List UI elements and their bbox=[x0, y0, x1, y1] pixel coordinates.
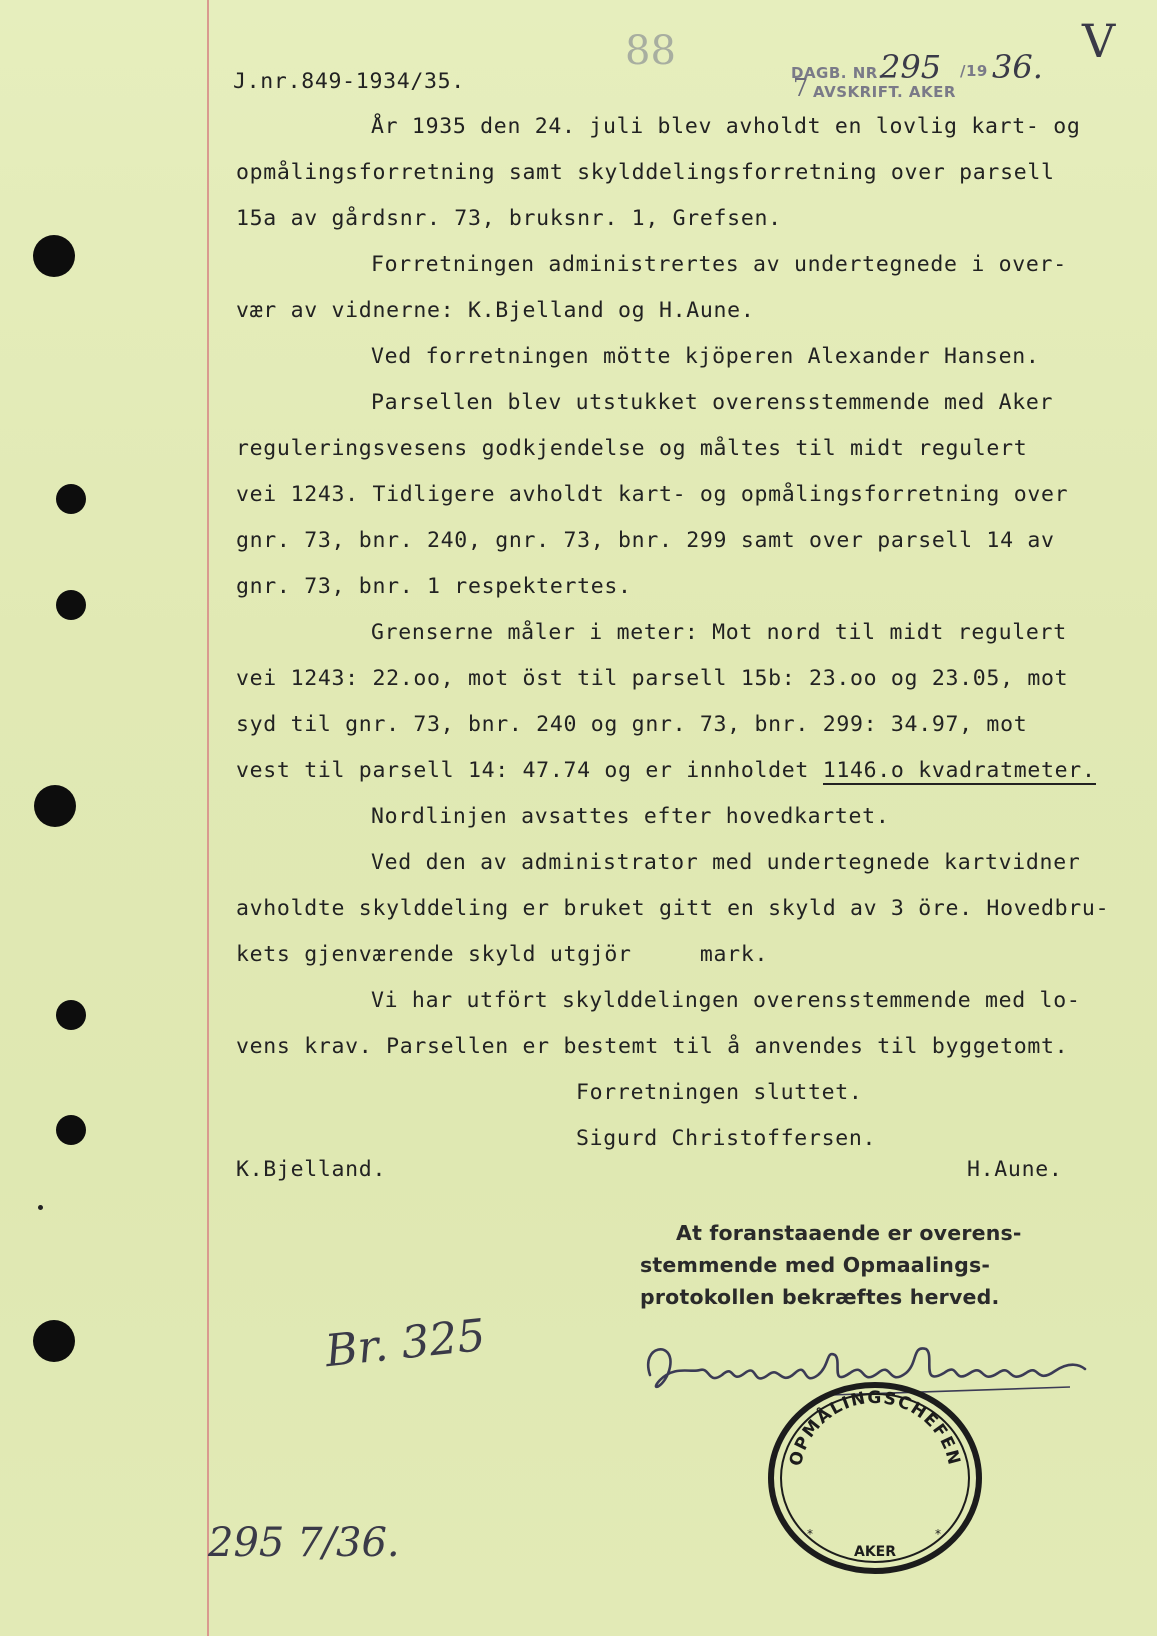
body-line: Nordlinjen avsattes efter hovedkartet. bbox=[371, 804, 890, 829]
body-line: Vi har utfört skylddelingen overensstemmende med lo- bbox=[371, 988, 1081, 1013]
closing-line: Forretningen sluttet. bbox=[576, 1080, 863, 1105]
witness-left: K.Bjelland. bbox=[236, 1157, 387, 1182]
red-margin-line bbox=[207, 0, 209, 1636]
body-line: Ved den av administrator med undertegnede kartvidner bbox=[371, 850, 1081, 875]
page-number: 88 bbox=[625, 28, 676, 74]
area-value: 1146.o kvadratmeter. bbox=[822, 758, 1096, 783]
seal-bottom-text: AKER bbox=[853, 1544, 897, 1560]
administrator-name: Sigurd Christoffersen. bbox=[576, 1126, 877, 1151]
area-line-prefix: vest til parsell 14: 47.74 og er innholdet bbox=[236, 758, 823, 783]
punch-hole bbox=[33, 1320, 75, 1362]
punch-hole bbox=[56, 1000, 86, 1030]
body-line: syd til gnr. 73, bnr. 240 og gnr. 73, bnr. 299: 34.97, mot bbox=[236, 712, 1028, 737]
witness-right: H.Aune. bbox=[967, 1157, 1063, 1182]
certification-line: At foranstaaende er overens- bbox=[676, 1221, 1022, 1245]
body-line: Forretningen administrertes av undertegnede i over- bbox=[371, 252, 1067, 277]
certification-line: protokollen bekræftes herved. bbox=[640, 1285, 1000, 1309]
body-line: Ved forretningen mötte kjöperen Alexander Hansen. bbox=[371, 344, 1040, 369]
punch-hole bbox=[56, 1115, 86, 1145]
handwritten-br-note: Br. 325 bbox=[322, 1309, 488, 1378]
avskrift-aker: AVSKRIFT. AKER bbox=[813, 83, 956, 101]
body-line: opmålingsforretning samt skylddelingsforretning over parsell bbox=[236, 160, 1055, 185]
body-line: vens krav. Parsellen er bestemt til å anvendes til byggetomt. bbox=[236, 1034, 1069, 1059]
body-line: Grenserne måler i meter: Mot nord til midt regulert bbox=[371, 620, 1067, 645]
dagb-prefix: DAGB. NR. bbox=[791, 64, 885, 82]
copy-mark: 7 bbox=[793, 74, 809, 102]
seal-star: * bbox=[807, 1527, 813, 1541]
punch-hole bbox=[34, 785, 76, 827]
opmalingschefen-seal bbox=[765, 1374, 985, 1574]
body-line: kets gjenværende skyld utgjör mark. bbox=[236, 942, 769, 967]
body-line: gnr. 73, bnr. 240, gnr. 73, bnr. 299 samt over parsell 14 av bbox=[236, 528, 1055, 553]
seal-star: * bbox=[935, 1527, 941, 1541]
ink-dot bbox=[38, 1205, 43, 1210]
dagb-mid: /19 bbox=[960, 62, 988, 80]
body-line: vei 1243: 22.oo, mot öst til parsell 15b: 23.oo og 23.05, mot bbox=[236, 666, 1069, 691]
certification-line: stemmende med Opmaalings- bbox=[640, 1253, 991, 1277]
handwritten-footer: 295 7/36. bbox=[208, 1520, 400, 1566]
journal-number: J.nr.849-1934/35. bbox=[233, 69, 465, 94]
body-line: 15a av gårdsnr. 73, bruksnr. 1, Grefsen. bbox=[236, 206, 782, 231]
body-line bbox=[236, 757, 1096, 785]
body-line: gnr. 73, bnr. 1 respektertes. bbox=[236, 574, 632, 599]
punch-hole bbox=[56, 484, 86, 514]
seal-top-text: OPMÅLINGSCHEFEN bbox=[785, 1387, 965, 1469]
body-line: avholdte skylddeling er bruket gitt en skyld av 3 öre. Hovedbru- bbox=[236, 896, 1110, 921]
punch-hole bbox=[33, 235, 75, 277]
dagb-number: 295 bbox=[880, 48, 942, 86]
dagb-year: 36. bbox=[992, 48, 1043, 86]
body-line: vei 1243. Tidligere avholdt kart- og opmålingsforretning over bbox=[236, 482, 1069, 507]
body-line: År 1935 den 24. juli blev avholdt en lovlig kart- og bbox=[371, 114, 1081, 139]
punch-hole bbox=[56, 590, 86, 620]
check-mark: V bbox=[1082, 14, 1116, 68]
body-line: reguleringsvesens godkjendelse og måltes til midt regulert bbox=[236, 436, 1028, 461]
body-line: Parsellen blev utstukket overensstemmende med Aker bbox=[371, 390, 1054, 415]
body-line: vær av vidnerne: K.Bjelland og H.Aune. bbox=[236, 298, 755, 323]
